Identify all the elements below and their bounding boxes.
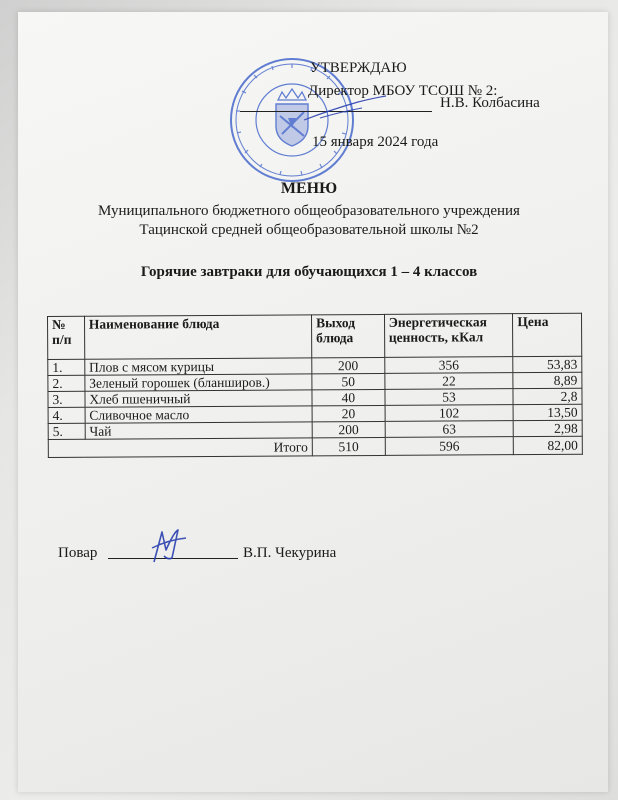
total-output: 510 [312,437,385,455]
total-label: Итого [48,438,312,458]
header-energy: Энергетическая ценность, кКал [384,314,513,358]
meal-title: Горячие завтраки для обучающихся 1 – 4 классов [140,264,478,280]
header-price: Цена [513,313,582,356]
row-price: 8,89 [513,372,582,388]
row-num: 4. [48,407,85,423]
header-name: Наименование блюда [84,315,311,359]
cook-name: В.П. Чекурина [243,545,337,561]
cook-label: Повар [58,545,98,561]
row-energy: 63 [385,421,514,438]
row-output: 200 [312,421,385,437]
row-output: 50 [312,373,385,389]
row-name: Хлеб пшеничный [85,390,312,407]
row-num: 5. [48,423,85,439]
row-energy: 356 [384,357,513,374]
row-energy: 22 [385,373,514,390]
row-energy: 102 [385,405,514,422]
approval-date: 15 января 2024 года [312,134,439,150]
menu-title: МЕНЮ [280,180,338,197]
row-price: 13,50 [513,404,582,420]
total-energy: 596 [385,437,514,456]
header-num: № п/п [48,316,85,359]
total-price: 82,00 [514,436,583,454]
row-output: 200 [312,357,385,373]
approval-position: Директор МБОУ ТСОШ № 2: [308,83,498,99]
row-name: Сливочное масло [85,406,312,423]
row-name: Зеленый горошек (бланширов.) [85,374,312,391]
row-energy: 53 [385,389,514,406]
row-price: 2,8 [513,388,582,404]
row-num: 2. [48,375,85,391]
row-name: Чай [85,422,312,439]
row-num: 3. [48,391,85,407]
approval-title: УТВЕРЖДАЮ [310,60,407,76]
table-header-row [48,313,582,359]
handwritten-signature-icon [148,526,190,566]
approval-name: Н.В. Колбасина [440,95,540,111]
row-output: 20 [312,405,385,421]
menu-table [47,313,583,458]
row-num: 1. [48,359,85,375]
row-name: Плов с мясом курицы [85,358,312,375]
header-output: Выход блюда [312,314,385,357]
table-total-row [48,436,582,457]
menu-subtitle-line1: Муниципального бюджетного общеобразовательного учреждения [98,203,520,219]
director-signature-icon [300,92,390,126]
row-price: 2,98 [514,420,583,436]
row-output: 40 [312,389,385,405]
row-price: 53,83 [513,356,582,372]
menu-subtitle-line2: Тацинской средней общеобразовательной школы №2 [139,222,479,238]
